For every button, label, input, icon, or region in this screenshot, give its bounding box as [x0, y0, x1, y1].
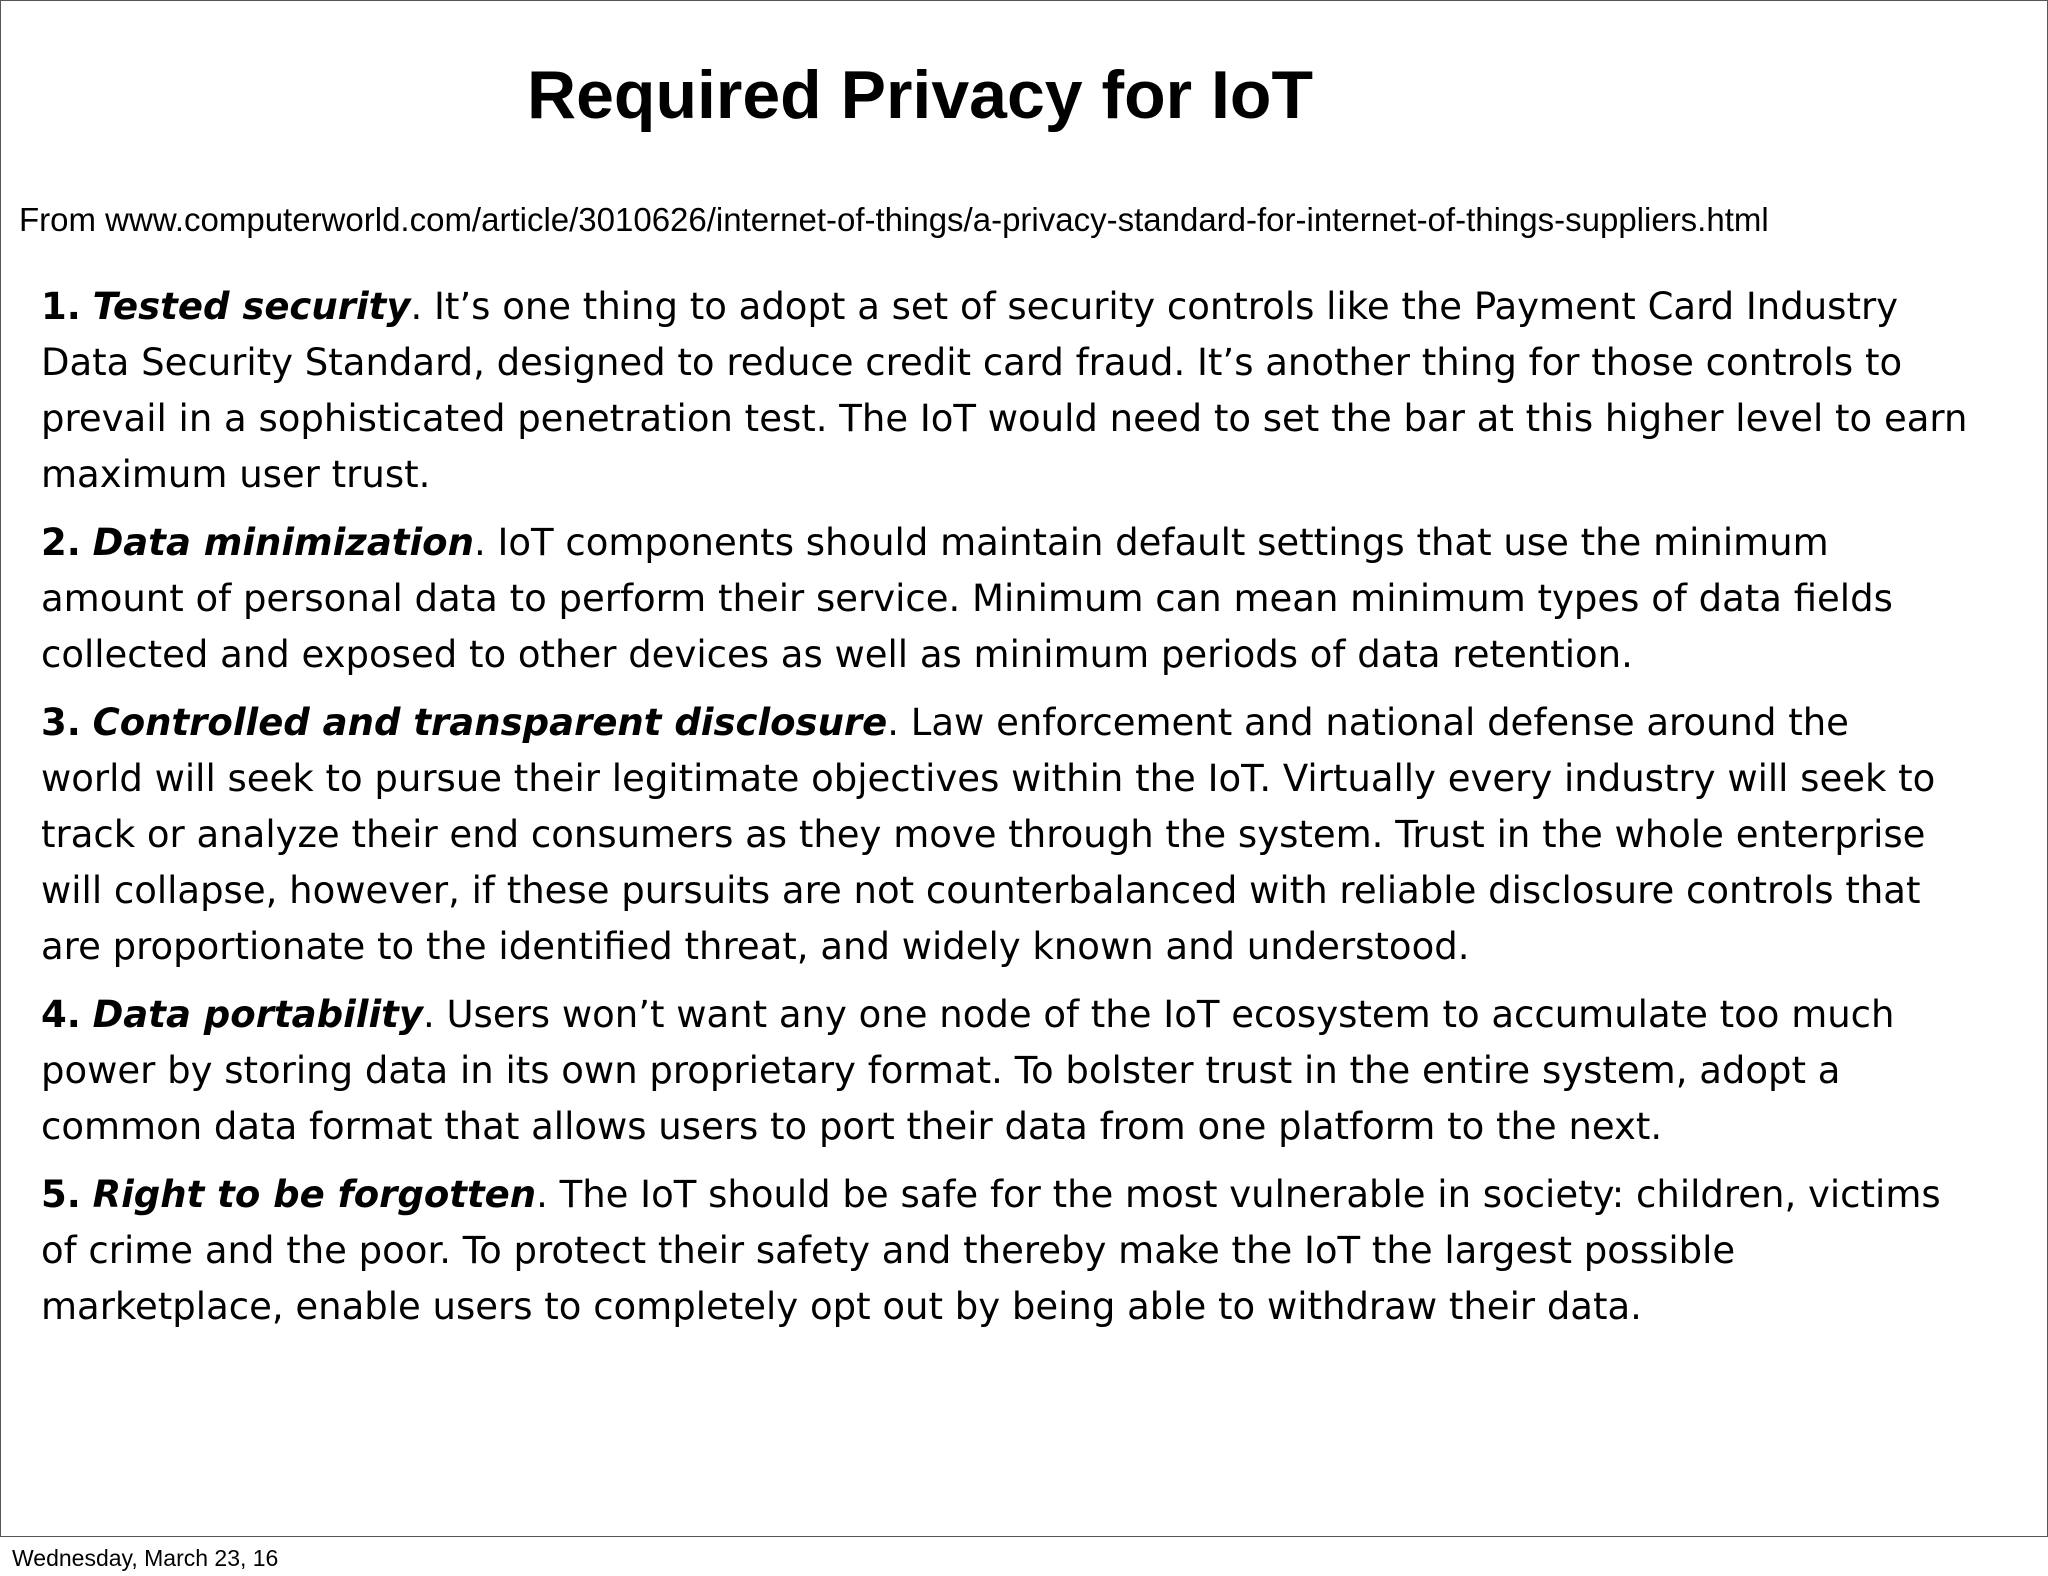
- list-item: [41, 1167, 2047, 1335]
- item-text-line: will collapse, however, if these pursuits are not counterbalanced with reliable disclosure controls that: [41, 869, 1921, 912]
- item-text-line: of crime and the poor. To protect their safety and thereby make the IoT the largest possible: [41, 1229, 1736, 1272]
- item-text-line: . It’s one thing to adopt a set of security controls like the Payment Card Industry: [410, 285, 1899, 328]
- item-number: 5.: [41, 1173, 81, 1216]
- item-text-line: world will seek to pursue their legitimate objectives within the IoT. Virtually every industry will seek to: [41, 757, 1936, 800]
- list-item: [41, 279, 2047, 503]
- item-text-line: Data Security Standard, designed to reduce credit card fraud. It’s another thing for those controls to: [41, 341, 1903, 384]
- item-term: Tested security: [92, 285, 411, 328]
- item-text-line: maximum user trust.: [41, 453, 431, 496]
- item-text-line: . The IoT should be safe for the most vulnerable in society: children, victims: [536, 1173, 1941, 1216]
- item-number: 3.: [41, 701, 81, 744]
- privacy-requirements-list: [41, 279, 2047, 1347]
- item-text-line: common data format that allows users to port their data from one platform to the next.: [41, 1105, 1663, 1148]
- item-text-line: power by storing data in its own proprietary format. To bolster trust in the entire system, adopt a: [41, 1049, 1841, 1092]
- item-number: 1.: [41, 285, 81, 328]
- list-item: [41, 987, 2047, 1155]
- item-text-line: amount of personal data to perform their service. Minimum can mean minimum types of data fields: [41, 577, 1893, 620]
- item-number: 4.: [41, 993, 81, 1036]
- item-term: Controlled and transparent disclosure: [92, 701, 888, 744]
- item-text-line: . Law enforcement and national defense around the: [887, 701, 1849, 744]
- item-text-line: marketplace, enable users to completely opt out by being able to withdraw their data.: [41, 1285, 1642, 1328]
- slide-title: Required Privacy for IoT: [527, 57, 1313, 133]
- item-text-line: prevail in a sophisticated penetration test. The IoT would need to set the bar at this higher level to earn: [41, 397, 1968, 440]
- item-term: Data minimization: [92, 521, 474, 564]
- item-text-line: are proportionate to the identified threat, and widely known and understood.: [41, 925, 1470, 968]
- item-text-line: collected and exposed to other devices as well as minimum periods of data retention.: [41, 633, 1633, 676]
- list-item: [41, 695, 2047, 975]
- source-citation: From www.computerworld.com/article/3010626/internet-of-things/a-privacy-standard-for-internet-of-things-suppliers.html: [19, 201, 1769, 238]
- footer-date: Wednesday, March 23, 16: [12, 1545, 279, 1571]
- item-number: 2.: [41, 521, 81, 564]
- list-item: [41, 515, 2047, 683]
- item-term: Right to be forgotten: [92, 1173, 537, 1216]
- item-text-line: . Users won’t want any one node of the IoT ecosystem to accumulate too much: [422, 993, 1895, 1036]
- item-text-line: track or analyze their end consumers as they move through the system. Trust in the whole enterprise: [41, 813, 1926, 856]
- item-term: Data portability: [92, 993, 423, 1036]
- item-text-line: . IoT components should maintain default settings that use the minimum: [473, 521, 1829, 564]
